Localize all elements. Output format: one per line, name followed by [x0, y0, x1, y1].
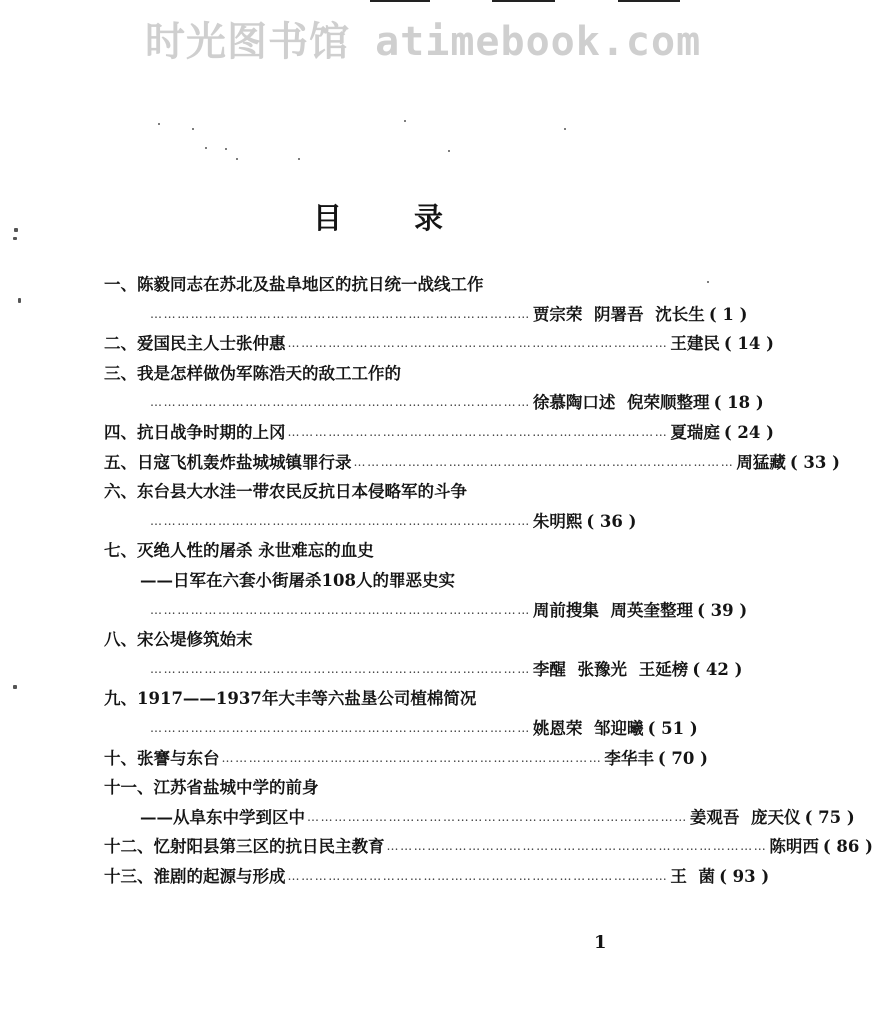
leader-dots: …………………………………………………………………………	[221, 750, 603, 765]
toc-entry-11-subtitle-line	[104, 803, 855, 833]
scan-speck	[205, 147, 207, 149]
entry-page: ( 1 )	[708, 304, 748, 324]
scan-speck	[18, 298, 21, 303]
scan-speck	[225, 148, 227, 150]
scan-speck	[564, 128, 566, 130]
entry-author: 姚恩荣 邹迎曦	[532, 718, 644, 738]
entry-number: 八、	[104, 630, 137, 650]
entry-page: ( 36 )	[586, 511, 637, 531]
toc-entry-2	[104, 329, 774, 359]
toc-entry-8-author-line	[104, 655, 743, 685]
entry-title: 宋公堤修筑始末	[137, 630, 253, 650]
entry-subtitle: ——从阜东中学到区中	[140, 807, 305, 827]
scan-edge-line	[370, 0, 430, 2]
scan-speck	[14, 228, 18, 232]
scan-edge-line	[492, 0, 555, 2]
watermark: 时光图书馆 atimebook.com	[145, 19, 702, 65]
entry-title: 我是怎样做伪军陈浩天的敌工工作的	[137, 363, 401, 383]
entry-page: ( 86 )	[822, 837, 873, 857]
leader-dots: …………………………………………………………………………	[150, 720, 531, 735]
entry-author: 朱明熙	[532, 511, 583, 531]
entry-author: 姜观吾 庞天仪	[689, 807, 801, 827]
entry-title: 1917——1937年大丰等六盐垦公司植棉简况	[137, 689, 477, 709]
entry-title: 日寇飞机轰炸盐城城镇罪行录	[137, 452, 352, 472]
toc-entry-8	[104, 625, 628, 655]
scan-speck	[298, 158, 300, 160]
toc-entry-3	[104, 359, 628, 389]
entry-page: ( 24 )	[723, 422, 774, 442]
entry-author: 王 菌	[670, 866, 716, 886]
leader-dots: …………………………………………………………………………	[150, 395, 531, 410]
entry-number: 一、	[104, 275, 137, 294]
entry-title: 灭绝人性的屠杀 永世难忘的血史	[137, 541, 374, 561]
entry-author: 夏瑞庭	[670, 422, 720, 442]
toc-entry-4	[104, 418, 774, 448]
toc-entry-9	[104, 684, 628, 714]
toc-entry-9-author-line	[104, 714, 698, 744]
entry-page: ( 39 )	[697, 600, 748, 620]
entry-title: 抗日战争时期的上冈	[137, 422, 286, 442]
toc-entry-1-author-line	[104, 300, 748, 330]
toc-entry-10	[104, 744, 708, 774]
scan-speck	[13, 237, 17, 240]
scan-speck	[192, 128, 194, 130]
scan-speck	[404, 120, 406, 122]
leader-dots: …………………………………………………………………………	[150, 602, 531, 617]
title-char-right: 录	[413, 201, 443, 235]
entry-page: ( 93 )	[719, 866, 770, 886]
entry-number: 三、	[104, 363, 137, 383]
entry-page: ( 75 )	[804, 807, 855, 827]
scan-speck	[707, 281, 709, 283]
entry-number: 十三、	[104, 866, 154, 886]
entry-author: 李醒 张豫光 王延榜	[532, 659, 689, 679]
leader-dots: …………………………………………………………………………	[287, 868, 669, 883]
entry-number: 七、	[104, 541, 137, 561]
title-char-left: 目	[313, 201, 343, 235]
toc-entry-6-author-line	[104, 507, 637, 537]
entry-title: 东台县大水洼一带农民反抗日本侵略军的斗争	[137, 482, 467, 502]
entry-number: 二、	[104, 334, 137, 354]
scan-speck	[236, 158, 238, 160]
entry-number: 五、	[104, 452, 137, 472]
entry-page: ( 33 )	[789, 452, 840, 472]
leader-dots: …………………………………………………………………………	[386, 839, 768, 854]
table-of-contents	[104, 270, 873, 891]
entry-page: ( 14 )	[723, 334, 774, 354]
toc-entry-5	[104, 448, 840, 478]
scan-speck	[448, 150, 450, 152]
entry-author: 王建民	[670, 334, 720, 354]
entry-number: 四、	[104, 422, 137, 442]
scan-edge-line	[618, 0, 680, 2]
toc-entry-7-subtitle	[104, 566, 628, 596]
leader-dots: …………………………………………………………………………	[287, 424, 669, 439]
entry-title: 爱国民主人士张仲惠	[137, 334, 286, 354]
toc-entry-1	[104, 270, 628, 300]
toc-entry-12	[104, 832, 873, 862]
entry-title: 陈毅同志在苏北及盐阜地区的抗日统一战线工作	[137, 275, 484, 294]
entry-title: 淮剧的起源与形成	[153, 866, 286, 886]
toc-entry-3-author-line	[104, 388, 764, 418]
toc-entry-11	[104, 773, 628, 803]
entry-author: 贾宗荣 阴署吾 沈长生	[532, 304, 705, 324]
entry-title: 江苏省盐城中学的前身	[153, 778, 319, 798]
entry-number: 九、	[104, 689, 137, 709]
leader-dots: …………………………………………………………………………	[353, 454, 735, 469]
entry-number: 十、	[104, 748, 137, 768]
leader-dots: …………………………………………………………………………	[287, 336, 669, 351]
leader-dots: …………………………………………………………………………	[307, 809, 688, 824]
leader-dots: …………………………………………………………………………	[150, 513, 531, 528]
entry-author: 徐慕陶口述 倪荣顺整理	[532, 393, 710, 413]
toc-entry-7	[104, 536, 628, 566]
leader-dots: …………………………………………………………………………	[150, 306, 531, 321]
page-number: 1	[594, 932, 607, 953]
leader-dots: …………………………………………………………………………	[150, 661, 531, 676]
entry-number: 六、	[104, 482, 137, 502]
entry-author: 李华丰	[604, 748, 654, 768]
entry-title: 忆射阳县第三区的抗日民主教育	[153, 837, 385, 857]
scan-speck	[158, 123, 160, 125]
entry-author: 周前搜集 周英奎整理	[532, 600, 694, 620]
entry-author: 周猛藏	[736, 452, 786, 472]
entry-subtitle: ——日军在六套小街屠杀108人的罪恶史实	[140, 570, 455, 590]
page-title	[313, 196, 443, 237]
toc-entry-13	[104, 862, 770, 892]
entry-page: ( 51 )	[647, 718, 698, 738]
entry-author: 陈明西	[769, 837, 819, 857]
toc-entry-7-author-line	[104, 596, 748, 626]
entry-page: ( 42 )	[692, 659, 743, 679]
entry-page: ( 18 )	[713, 393, 764, 413]
entry-number: 十一、	[104, 778, 154, 798]
entry-title: 张謇与东台	[137, 748, 220, 768]
toc-entry-6	[104, 477, 628, 507]
entry-page: ( 70 )	[657, 748, 708, 768]
scan-speck	[13, 685, 17, 689]
entry-number: 十二、	[104, 837, 154, 857]
